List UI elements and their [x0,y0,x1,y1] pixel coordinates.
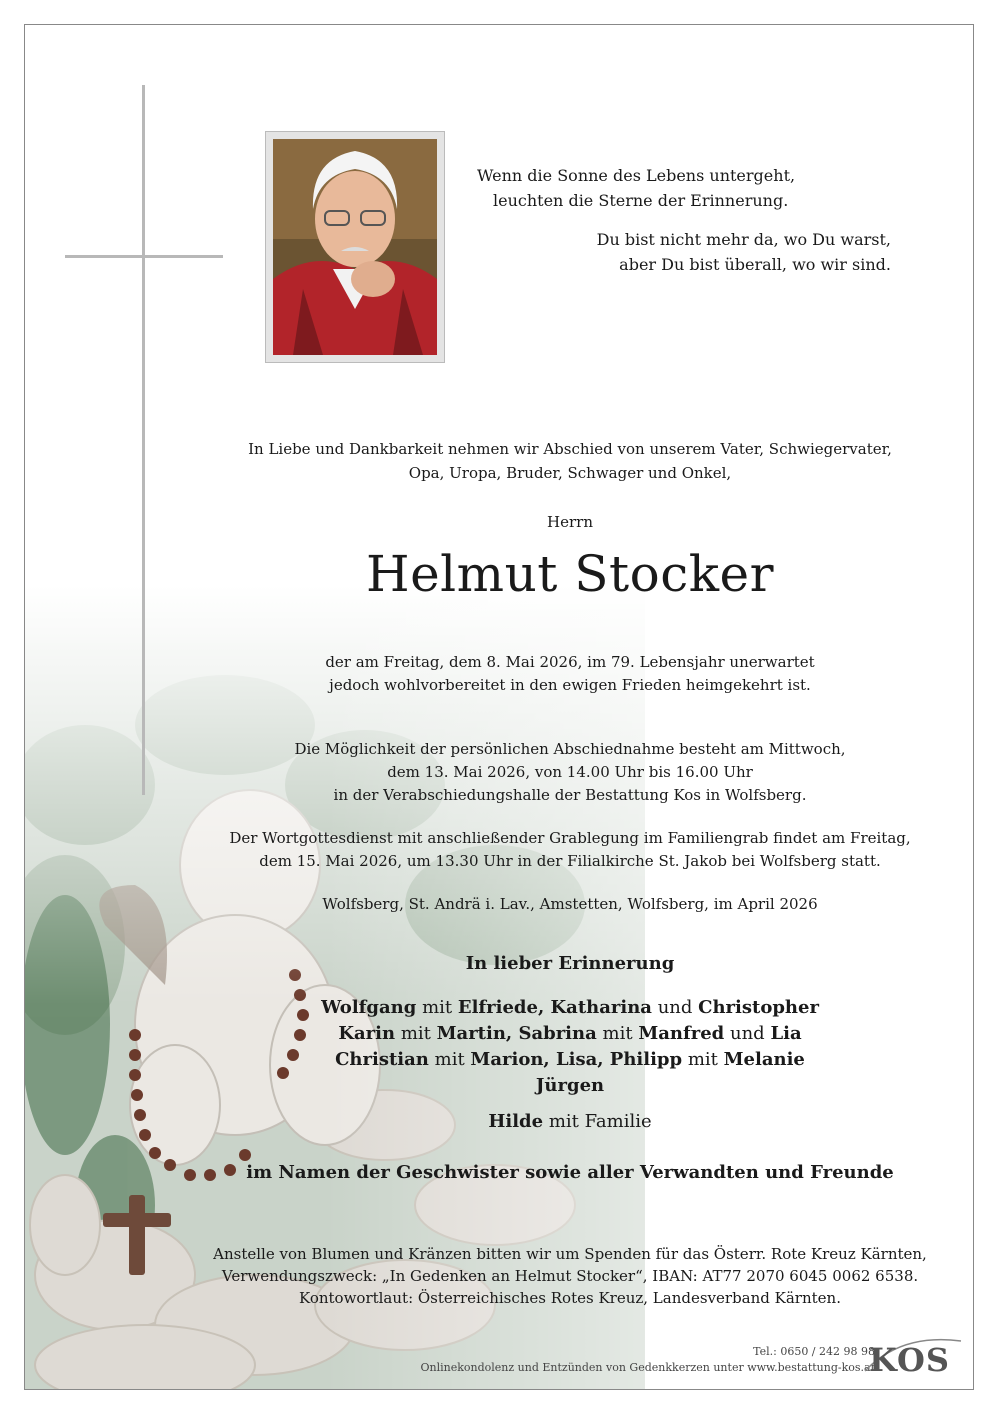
mourners-list [235,995,905,1099]
mourner-name: Karin [338,1023,396,1044]
kos-logo [861,1331,971,1381]
poem-line: aber Du bist überall, wo wir sind. [619,255,891,274]
service-line: dem 15. Mai 2026, um 13.30 Uhr in der Filialkirche St. Jakob bei Wolfsberg statt. [259,852,881,870]
intro-line: In Liebe und Dankbarkeit nehmen wir Abschied von unserem Vater, Schwiegervater, [248,440,892,458]
mourner-name: Christian [335,1049,429,1070]
intro-line: Opa, Uropa, Bruder, Schwager und Onkel, [408,464,732,482]
donation-line: Kontowortlaut: Österreichisches Rotes Kreuz, Landesverband Kärnten. [299,1289,841,1307]
poem-line: leuchten die Sterne der Erinnerung. [493,191,789,210]
farewell-line: Die Möglichkeit der persönlichen Abschiednahme besteht am Mittwoch, [294,740,846,758]
connector: mit [422,997,453,1018]
connector: und [657,997,693,1018]
mourner-name: Christopher [698,997,819,1018]
mourner-name: Melanie [723,1049,805,1070]
connector: mit [687,1049,718,1070]
intro-text [235,437,905,485]
donation-line: Verwendungszweck: „In Gedenken an Helmut Stocker“, IBAN: AT77 2070 6045 0062 6538. [221,1267,919,1285]
places-date: Wolfsberg, St. Andrä i. Lav., Amstetten, Wolfsberg, im April 2026 [322,895,818,913]
mourner-row [235,995,905,1021]
farewell-line: in der Verabschiedungshalle der Bestattung Kos in Wolfsberg. [333,786,807,804]
mourner-name: Martin, Sabrina [436,1023,597,1044]
poem-part-one [477,163,817,213]
death-notice-line: jedoch wohlvorbereitet in den ewigen Frieden heimgekehrt ist. [329,676,811,694]
death-notice [235,651,905,697]
poem-line: Wenn die Sonne des Lebens untergeht, [477,166,796,185]
mourner-name: Manfred [638,1023,725,1044]
connector: mit [434,1049,465,1070]
mourner-row [235,1021,905,1047]
mourner-name: Hilde [488,1111,544,1132]
service-line: Der Wortgottesdienst mit anschließender Grablegung im Familiengrab findet am Freitag, [229,829,911,847]
mourning-title: In lieber Erinnerung [465,953,675,974]
poem-part-two [551,227,891,277]
mourner-hilde [235,1111,905,1132]
honorific: Herrn [547,513,593,531]
service-info [205,827,935,873]
mourner-name: Marion, Lisa, Philipp [470,1049,683,1070]
connector: mit [400,1023,431,1044]
farewell-line: dem 13. Mai 2026, von 14.00 Uhr bis 16.00 Uhr [387,763,753,781]
death-notice-line: der am Freitag, dem 8. Mai 2026, im 79. Lebensjahr unerwartet [325,653,815,671]
connector: mit [602,1023,633,1044]
connector: und [730,1023,765,1044]
connector: mit Familie [548,1111,652,1132]
mourner-name: Wolfgang [321,997,417,1018]
closing-line: im Namen der Geschwister sowie aller Verwandten und Freunde [246,1162,894,1183]
logo-text: KOS [869,1341,950,1379]
mourner-name: Lia [770,1023,802,1044]
obituary-card [24,24,974,1390]
farewell-info [235,738,905,807]
mourner-name: Jürgen [535,1075,605,1096]
deceased-name: Helmut Stocker [365,545,775,603]
mourner-row [235,1073,905,1099]
footer-telephone: Tel.: 0650 / 242 98 98 [753,1345,875,1358]
poem-line: Du bist nicht mehr da, wo Du warst, [596,230,891,249]
donation-line: Anstelle von Blumen und Kränzen bitten wir um Spenden für das Österr. Rote Kreuz Kärnten, [213,1245,927,1263]
donation-request [185,1243,955,1309]
mourner-name: Elfriede, Katharina [457,997,652,1018]
footer-online-link[interactable]: Onlinekondolenz und Entzünden von Gedenkkerzen unter www.bestattung-kos.at [420,1361,875,1374]
mourner-row [235,1047,905,1073]
